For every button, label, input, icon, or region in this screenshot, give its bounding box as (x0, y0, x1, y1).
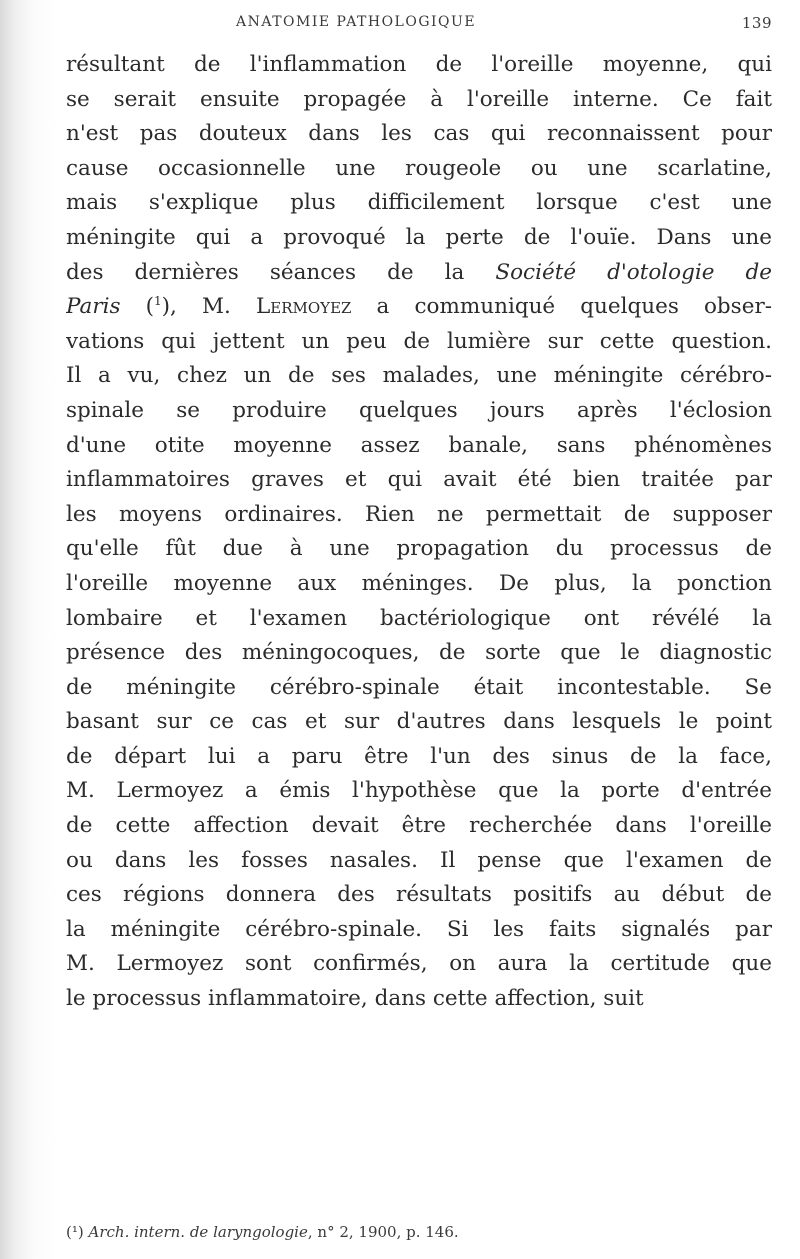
footnote-marker: (¹) (66, 1223, 89, 1241)
text-line: de départ lui a paru être l'un des sinus de la face, (66, 743, 772, 769)
journal-title-italic: Société d'otologie de (495, 259, 772, 285)
text-line: spinale se produire quelques jours après l'éclosion (66, 397, 772, 423)
text-line: cause occasionnelle une rougeole ou une scarlatine, (66, 155, 772, 181)
text-line: inflammatoires graves et qui avait été bien traitée par (66, 467, 772, 493)
text-line: d'une otite moyenne assez banale, sans phénomènes (66, 432, 772, 458)
text-line: l'oreille moyenne aux méninges. De plus, la ponction (66, 570, 772, 596)
running-head: ANATOMIE PATHOLOGIQUE (236, 14, 477, 30)
footnote-details: , n° 2, 1900, p. 146. (307, 1223, 459, 1241)
text-line: la méningite cérébro-spinale. Si les faits signalés par (66, 916, 772, 942)
text-line: le processus inflammatoire, dans cette affection, suit (66, 986, 644, 1012)
text-segment: des dernières séances de la (66, 259, 496, 285)
city-italic: Paris (66, 294, 121, 320)
text-segment: ), M. (161, 294, 256, 320)
text-line: résultant de l'inflammation de l'oreille moyenne, qui (66, 52, 772, 77)
page-number: 139 (741, 14, 772, 32)
text-line: présence des méningocoques, de sorte que le diagnostic (66, 640, 772, 666)
text-line: M. Lermoyez a émis l'hypothèse que la porte d'entrée (66, 778, 772, 804)
text-line: se serait ensuite propagée à l'oreille interne. Ce fait (66, 86, 772, 112)
text-line: basant sur ce cas et sur d'autres dans lesquels le point (66, 709, 772, 735)
text-line: les moyens ordinaires. Rien ne permettait de supposer (66, 501, 772, 527)
text-segment: a communiqué quelques obser- (351, 294, 772, 320)
text-line: Il a vu, chez un de ses malades, une méningite cérébro- (66, 363, 772, 389)
text-line: M. Lermoyez sont confirmés, on aura la certitude que (66, 951, 772, 977)
text-line: n'est pas douteux dans les cas qui reconnaissent pour (66, 121, 772, 147)
text-line: de cette affection devait être recherchée dans l'oreille (66, 813, 772, 839)
text-line: mais s'explique plus difficilement lorsque c'est une (66, 190, 772, 216)
text-segment: ( (120, 294, 155, 320)
footnote-journal-italic: Arch. intern. de laryngologie (88, 1223, 308, 1241)
text-line: méningite qui a provoqué la perte de l'ouïe. Dans une (66, 224, 772, 250)
text-line: qu'elle fût due à une propagation du processus de (66, 536, 772, 562)
text-line (66, 290, 772, 325)
footnote-reference: 1 (154, 294, 162, 308)
text-line: lombaire et l'examen bactériologique ont révélé la (66, 605, 772, 631)
text-line (66, 256, 772, 291)
text-line: ou dans les fosses nasales. Il pense que l'examen de (66, 847, 772, 873)
text-line: de méningite cérébro-spinale était incontestable. Se (66, 674, 772, 700)
page-header (236, 14, 772, 36)
text-line: vations qui jettent un peu de lumière sur cette question. (66, 328, 772, 354)
body-text (66, 48, 772, 1017)
text-line: ces régions donnera des résultats positifs au début de (66, 882, 772, 908)
footnote (66, 1222, 772, 1242)
author-name-smallcaps: Lermoyez (255, 294, 352, 320)
